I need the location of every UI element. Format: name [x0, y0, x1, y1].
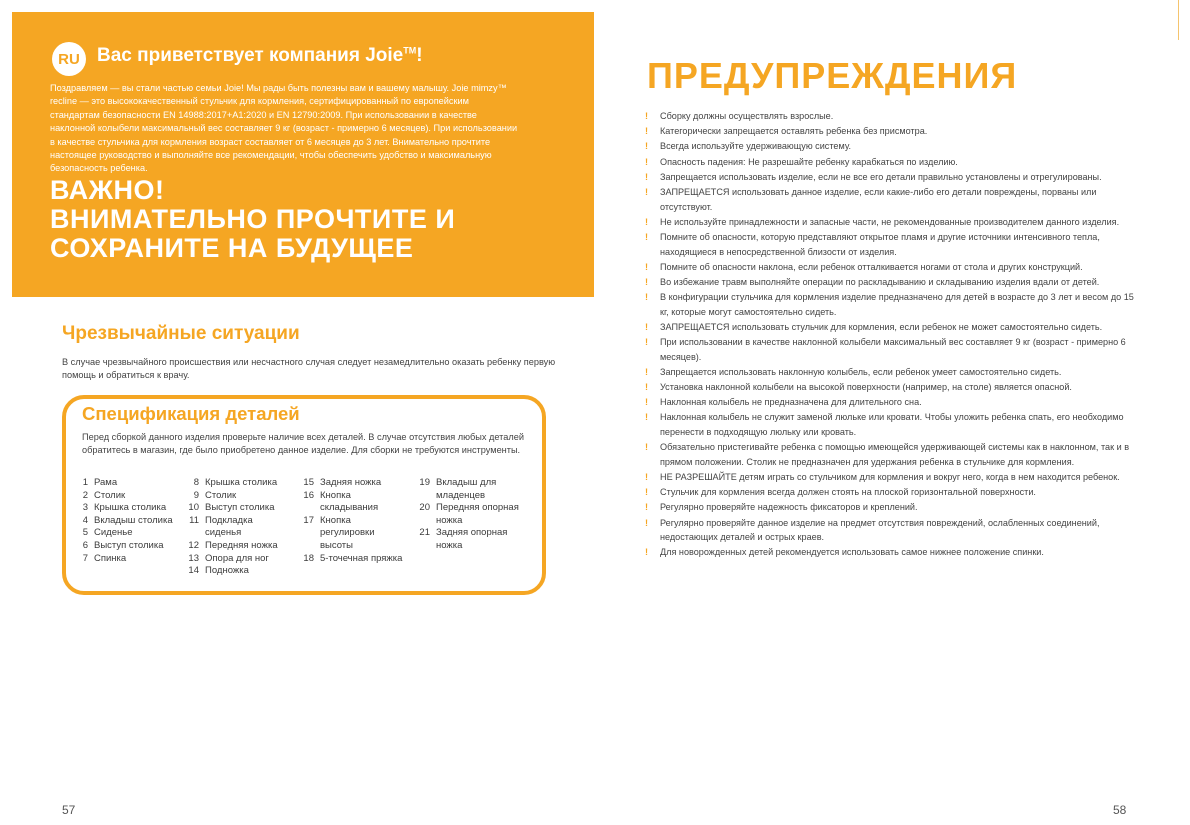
part-name: Рама [94, 477, 118, 488]
warnings-list [645, 109, 1135, 560]
emergency-heading: Чрезвычайные ситуации [62, 323, 300, 344]
warning-item [645, 395, 1135, 410]
trademark-mark: TM [403, 45, 417, 56]
warning-bullet-icon: ! [645, 141, 649, 152]
warning-bullet-icon: ! [645, 337, 649, 348]
important-notice [50, 176, 570, 263]
warning-bullet-icon: ! [645, 397, 649, 408]
warning-item [645, 335, 1135, 364]
warning-text: В конфигурации стульчика для кормления изделие предназначено для детей в возрасте до 3 лет и весом до 15 кг, которые могут самостоятельно сидеть. [660, 292, 1134, 317]
part-item [294, 515, 404, 553]
important-line-1: ВАЖНО! [50, 175, 165, 205]
warning-bullet-icon: ! [645, 156, 649, 167]
warning-text: Регулярно проверяйте данное изделие на предмет отсутствия повреждений, ослабленных соединений, недостающих деталей и острых краев. [660, 517, 1100, 543]
part-item [179, 502, 289, 515]
part-name: Передняя опорная ножка [436, 502, 519, 526]
warning-item [645, 380, 1135, 395]
part-name: Вкладыш для младенцев [436, 477, 497, 501]
part-number: 6 [82, 539, 88, 551]
part-item [68, 502, 188, 515]
warning-bullet-icon: ! [645, 261, 649, 272]
part-number: 16 [303, 489, 314, 501]
warning-item [645, 170, 1135, 185]
warning-item [645, 410, 1135, 439]
warning-text: Наклонная колыбель не служит заменой люльке или кровати. Чтобы уложить ребенка спать, его необходимо перенести в подходящую люльку или кровать. [660, 412, 1124, 437]
part-number: 17 [303, 514, 314, 526]
part-name: Выступ столика [94, 539, 164, 551]
warning-item [645, 516, 1135, 545]
warning-item [645, 470, 1135, 485]
part-name: Сиденье [94, 527, 133, 539]
part-name: 5-точечная пряжка [320, 552, 403, 564]
part-item [179, 540, 289, 553]
part-name: Крышка столика [94, 502, 167, 514]
warning-bullet-icon: ! [645, 442, 649, 453]
warning-text: При использовании в качестве наклонной колыбели максимальный вес составляет 9 кг (возраст - примерно 6 месяцев). [660, 337, 1126, 362]
part-item [294, 477, 404, 490]
warning-item [645, 440, 1135, 469]
part-item [179, 553, 289, 566]
part-name: Подкладка сиденья [205, 514, 253, 539]
part-item [179, 565, 289, 578]
page-number-left: 57 [62, 803, 76, 817]
part-number: 14 [188, 565, 199, 577]
parts-column-1 [68, 477, 188, 565]
part-name: Задняя ножка [320, 477, 382, 488]
part-name: Столик [205, 489, 237, 501]
warning-item [645, 365, 1135, 380]
parts-specification-heading: Спецификация деталей [82, 403, 300, 424]
part-name: Передняя ножка [205, 539, 278, 551]
part-item [68, 515, 188, 528]
warning-item [645, 139, 1135, 154]
warning-text: ЗАПРЕЩАЕТСЯ использовать стульчик для кормления, если ребенок не может самостоятельно сидеть. [660, 321, 1103, 332]
warning-bullet-icon: ! [645, 186, 649, 197]
part-item [179, 515, 289, 540]
part-item [410, 477, 520, 502]
parts-specification-box [62, 395, 546, 595]
warning-text: Опасность падения: Не разрешайте ребенку карабкаться по изделию. [660, 156, 958, 167]
intro-paragraph: Поздравляем — вы стали частью семьи Joie! Мы рады быть полезны вам и вашему малышу. Joie mimzy™ recline — это высококачественный стульчик для кормления, сертифицированный по европейским стандартам безопасности EN 14988:2017+A1:2020 и EN 12790:2009. При использовании в качестве наклонной колыбели максимальный вес составляет 9 кг (возраст - примерно 6 месяцев). При использовании в качестве стульчика для кормления возраст составляет от 6 месяцев до 3 лет. Внимательно прочтите настоящее руководство и выполняйте все рекомендации, чтобы обеспечить удобство и максимальную безопасность ребенка. [50, 83, 518, 174]
part-number: 7 [82, 552, 88, 564]
part-item [68, 540, 188, 553]
warning-item [645, 215, 1135, 230]
parts-column-3 [294, 477, 404, 565]
warning-item [645, 260, 1135, 275]
warning-item [645, 124, 1135, 139]
warning-text: Регулярно проверяйте надежность фиксаторов и креплений. [660, 502, 918, 513]
part-name: Вкладыш столика [94, 514, 173, 526]
warning-text: Наклонная колыбель не предназначена для длительного сна. [660, 397, 922, 408]
part-name: Выступ столика [205, 502, 275, 514]
warning-text: Всегда используйте удерживающую систему. [660, 141, 851, 152]
part-item [179, 490, 289, 503]
warning-item [645, 109, 1135, 124]
part-number: 18 [303, 552, 314, 564]
part-name: Столик [94, 489, 126, 501]
warning-item [645, 155, 1135, 170]
part-name: Кнопка регулировки высоты [320, 514, 375, 551]
warning-text: Во избежание травм выполняйте операции по раскладыванию и складыванию изделия вдали от детей. [660, 276, 1100, 287]
part-number: 3 [82, 502, 88, 514]
part-name: Задняя опорная ножка [436, 527, 508, 551]
warning-text: Категорически запрещается оставлять ребенка без присмотра. [660, 126, 928, 137]
warning-bullet-icon: ! [645, 216, 649, 227]
warning-text: Для новорожденных детей рекомендуется использовать самое нижнее положение спинки. [660, 547, 1044, 558]
part-number: 10 [188, 502, 199, 514]
part-number: 19 [419, 477, 430, 488]
part-number: 13 [188, 552, 199, 564]
warning-bullet-icon: ! [645, 517, 649, 528]
part-item [179, 477, 289, 490]
part-number: 2 [82, 489, 88, 501]
warning-text: ЗАПРЕЩАЕТСЯ использовать данное изделие, если какие-либо его детали повреждены, порваны или отсутствуют. [660, 186, 1097, 212]
welcome-exclamation: ! [416, 45, 423, 66]
part-name: Крышка столика [205, 477, 278, 488]
warning-bullet-icon: ! [645, 382, 649, 392]
warning-item [645, 290, 1135, 319]
warning-bullet-icon: ! [645, 502, 649, 513]
welcome-title-text: Вас приветствует компания Joie [97, 45, 404, 66]
part-number: 4 [82, 514, 88, 526]
part-number: 15 [303, 477, 314, 488]
part-item [294, 553, 404, 566]
warning-bullet-icon: ! [645, 321, 649, 332]
warning-bullet-icon: ! [645, 111, 649, 121]
part-number: 1 [82, 477, 88, 488]
warning-text: Запрещается использовать изделие, если не все его детали правильно установлены и отрегулированы. [660, 171, 1102, 182]
part-item [68, 477, 188, 490]
part-name: Кнопка складывания [320, 489, 379, 514]
part-name: Подножка [205, 565, 249, 577]
part-number: 11 [189, 514, 199, 526]
warning-bullet-icon: ! [645, 231, 649, 242]
part-item [410, 502, 520, 527]
part-number: 20 [419, 502, 430, 514]
warning-item [645, 500, 1135, 515]
warning-text: НЕ РАЗРЕШАЙТЕ детям играть со стульчиком для кормления и вокруг него, когда в нем находится ребенок. [660, 471, 1120, 482]
part-number: 21 [419, 527, 430, 539]
part-number: 12 [188, 539, 199, 551]
warning-bullet-icon: ! [645, 471, 649, 482]
parts-specification-paragraph: Перед сборкой данного изделия проверьте наличие всех деталей. В случае отсутствия любых деталей обратитесь в магазин, где было приобретено данное изделие. Для сборки не требуются инструменты. [82, 432, 524, 456]
part-name: Спинка [94, 552, 127, 564]
part-number: 8 [193, 477, 199, 488]
warning-item [645, 320, 1135, 335]
warning-bullet-icon: ! [645, 487, 649, 498]
warning-bullet-icon: ! [645, 292, 649, 303]
language-badge: RU [52, 42, 86, 76]
warning-bullet-icon: ! [645, 366, 649, 377]
part-item [68, 527, 188, 540]
part-item [410, 527, 520, 552]
warning-text: Помните об опасности, которую представляют открытое пламя и другие источники интенсивного тепла, находящиеся в непосредственной близости от изделия. [660, 231, 1100, 257]
warning-bullet-icon: ! [645, 276, 649, 287]
emergency-paragraph: В случае чрезвычайного происшествия или несчастного случая следует незамедлительно оказать ребенку первую помощь и обратиться к врачу. [62, 357, 556, 381]
warning-bullet-icon: ! [645, 126, 649, 137]
part-number: 9 [193, 489, 199, 501]
part-name: Опора для ног [205, 552, 269, 564]
warning-item [645, 545, 1135, 560]
warning-text: Установка наклонной колыбели на высокой поверхности (например, на столе) является опасной. [660, 382, 1072, 392]
warning-item [645, 185, 1135, 214]
parts-column-2 [179, 477, 289, 578]
warning-item [645, 485, 1135, 500]
parts-column-4 [410, 477, 520, 553]
warning-bullet-icon: ! [645, 547, 649, 558]
right-page [595, 0, 1190, 825]
warning-text: Запрещается использовать наклонную колыбель, если ребенок умеет самостоятельно сидеть. [660, 366, 1062, 377]
part-item [68, 553, 188, 566]
warning-bullet-icon: ! [645, 171, 649, 182]
part-number: 5 [82, 527, 88, 539]
warning-item [645, 230, 1135, 259]
part-item [68, 490, 188, 503]
page-number-right: 58 [1113, 803, 1127, 817]
warning-bullet-icon: ! [645, 412, 649, 423]
warning-text: Не используйте принадлежности и запасные части, не рекомендованные производителем данного изделия. [660, 216, 1120, 227]
warning-text: Сборку должны осуществлять взрослые. [660, 111, 834, 121]
warning-text: Обязательно пристегивайте ребенка с помощью имеющейся удерживающей системы как в наклонном, так и в прямом положении. Столик не предназначен для удержания ребенка в стульчике для кормления. [660, 442, 1130, 467]
warnings-heading: ПРЕДУПРЕЖДЕНИЯ [647, 55, 1018, 96]
welcome-title [97, 45, 423, 67]
important-line-3: СОХРАНИТЕ НА БУДУЩЕЕ [50, 233, 414, 263]
warning-text: Помните об опасности наклона, если ребенок отталкивается ногами от стола и других конструкций. [660, 261, 1083, 272]
important-line-2: ВНИМАТЕЛЬНО ПРОЧТИТЕ И [50, 204, 456, 234]
warning-text: Стульчик для кормления всегда должен стоять на плоской горизонтальной поверхности. [660, 487, 1036, 498]
edge-line [1178, 0, 1179, 40]
warning-item [645, 275, 1135, 290]
part-item [294, 490, 404, 515]
